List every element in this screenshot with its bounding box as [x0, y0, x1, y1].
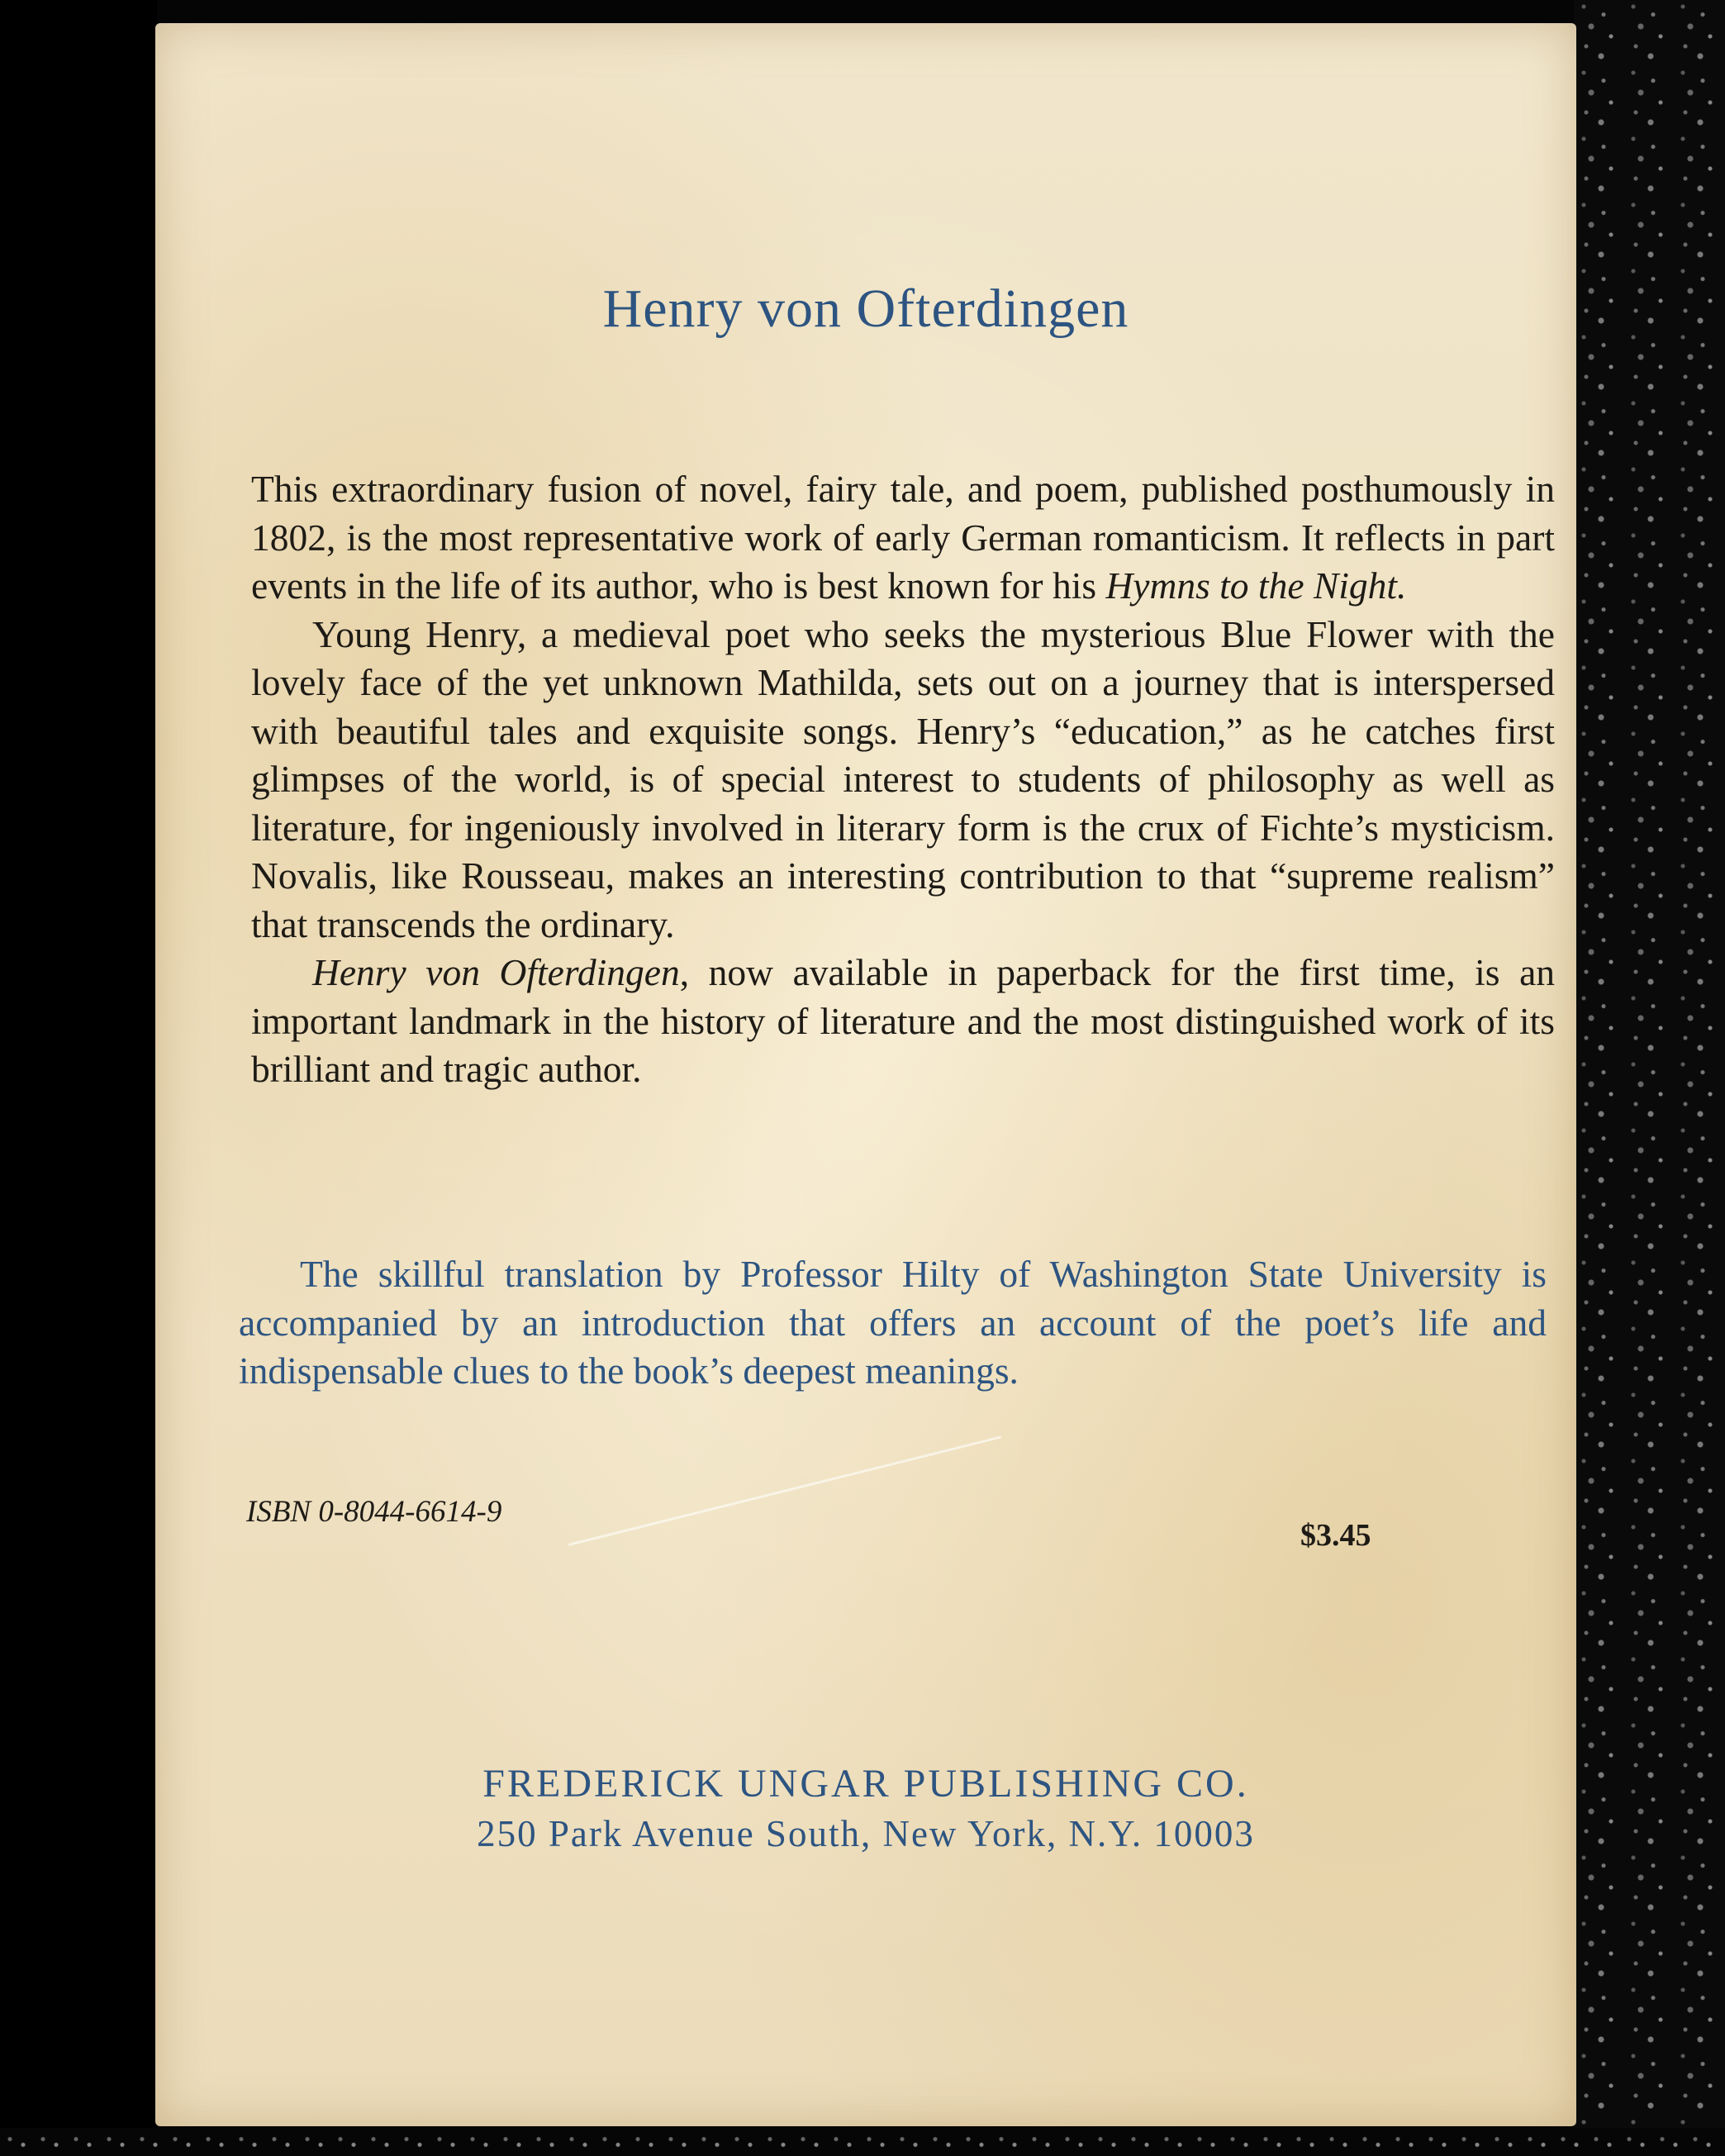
blurb-paragraph-2: Young Henry, a medieval poet who seeks the mysterious Blue Flower with the lovely face of the yet unknown Mathilda, sets out on a journey that is interspersed with beautiful tales and exquisite songs. Henry’s “education,” as he catches first glimpses of the world, is of special interest to students of philosophy as well as literature, for ingeniously involved in literary form is the crux of Fichte’s mysticism. Novalis, like Rousseau, makes an interesting contribution to that “supreme realism” that transcends the ordinary.: [251, 612, 1555, 945]
backdrop-left: [0, 0, 157, 2156]
backdrop-right: [1574, 0, 1725, 2156]
blurb-paragraph-3: [251, 949, 1555, 1094]
publisher-address: 250 Park Avenue South, New York, N.Y. 10003: [477, 1813, 1255, 1854]
price-label: $3.45: [1300, 1518, 1371, 1553]
book-title: Henry von Ofterdingen: [602, 278, 1129, 339]
isbn-number: ISBN 0-8044-6614-9: [246, 1495, 502, 1529]
blurb-paragraph-3-text: , now available in paperback for the first time, is an important landmark in the history of literature and the most distinguished work of its brilliant and tragic author.: [251, 951, 1556, 1090]
paper-crease-mark: [568, 1435, 1002, 1546]
blurb-paragraph-1-italic-title: Hymns to the Night.: [1105, 564, 1407, 607]
publisher-name: FREDERICK UNGAR PUBLISHING CO.: [482, 1762, 1249, 1806]
blurb-paragraph-1: [251, 465, 1555, 611]
blurb-paragraph-3-italic-title: Henry von Ofterdingen: [312, 951, 680, 993]
backdrop-bottom: [0, 2128, 1725, 2156]
blurb-text: [251, 465, 1555, 1094]
blurb-paragraph-1-text: This extraordinary fusion of novel, fairy tale, and poem, published posthumously in 1802, is the most representative work of early German romanticism. It reflects in part events in the life of its author, who is best known for his: [251, 468, 1555, 607]
book-back-cover: [155, 23, 1576, 2126]
translation-note: The skillful translation by Professor Hilty of Washington State University is accompanied by an introduction that offers an account of the poet’s life and indispensable clues to the book’s deepest meanings.: [239, 1253, 1547, 1392]
